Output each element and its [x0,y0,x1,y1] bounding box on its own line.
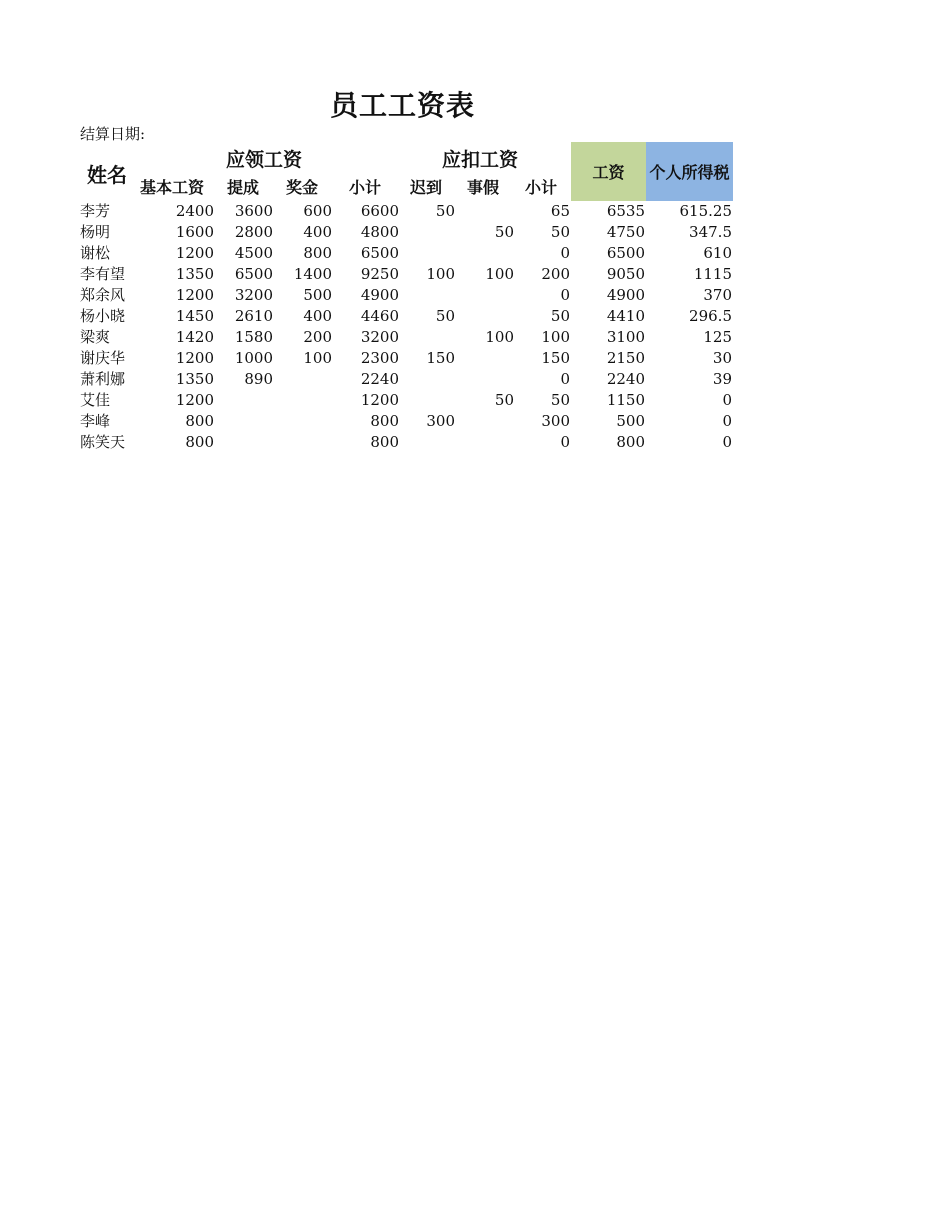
deduct-subtotal-cell: 100 [541,328,570,346]
payable-subtotal-cell: 3200 [360,328,399,346]
wage-cell: 6500 [606,244,645,262]
wage-cell: 800 [616,433,645,451]
income-tax-cell: 1115 [693,265,732,283]
wage-cell: 2240 [606,370,645,388]
wage-cell: 500 [616,412,645,430]
payable-subtotal-cell: 800 [370,433,399,451]
wage-cell: 2150 [606,349,645,367]
income-tax-cell: 347.5 [689,223,732,241]
deduct-subtotal-cell: 50 [550,307,570,325]
wage-cell: 3100 [606,328,645,346]
leave-deduction-cell: 50 [494,391,514,409]
base-salary-cell: 1200 [175,244,214,262]
leave-deduction-cell: 100 [485,328,514,346]
table-row [0,285,950,306]
payable-subtotal-cell: 4800 [360,223,399,241]
wage-cell: 4900 [606,286,645,304]
bonus-cell: 1400 [293,265,332,283]
sheet-title: 员工工资表 [330,89,476,122]
table-row [0,432,950,453]
base-salary-cell: 1200 [175,391,214,409]
deduct-subtotal-cell: 50 [550,223,570,241]
income-tax-cell: 610 [703,244,732,262]
deduct-subtotal-cell: 0 [560,286,570,304]
payable-subtotal-cell: 6500 [360,244,399,262]
table-row [0,201,950,222]
wage-header: 工资 [571,142,646,201]
name-header: 姓名 [87,163,127,187]
income-tax-cell: 125 [703,328,732,346]
income-tax-cell: 0 [722,433,732,451]
late-deduction-cell: 50 [435,307,455,325]
commission-header: 提成 [227,178,260,197]
table-row [0,327,950,348]
commission-cell: 3600 [234,202,273,220]
salary-table-body [0,201,950,453]
payable-subtotal-header: 小计 [349,178,382,197]
deduct-subtotal-cell: 50 [550,391,570,409]
base-salary-cell: 2400 [175,202,214,220]
payable-subtotal-cell: 4460 [360,307,399,325]
leave-deduction-cell: 100 [485,265,514,283]
late-header: 迟到 [410,178,443,197]
late-deduction-cell: 100 [426,265,455,283]
late-deduction-cell: 150 [426,349,455,367]
base-salary-cell: 800 [185,412,214,430]
commission-cell: 1580 [234,328,273,346]
late-deduction-cell: 300 [426,412,455,430]
table-row [0,369,950,390]
employee-name-cell: 杨明 [80,223,111,241]
payable-subtotal-cell: 9250 [360,265,399,283]
employee-name-cell: 杨小晓 [80,307,126,325]
income-tax-cell: 296.5 [689,307,732,325]
bonus-cell: 200 [303,328,332,346]
payable-subtotal-cell: 6600 [360,202,399,220]
deduct-subtotal-cell: 65 [550,202,570,220]
commission-cell: 1000 [234,349,273,367]
commission-cell: 6500 [234,265,273,283]
bonus-cell: 400 [303,223,332,241]
bonus-cell: 100 [303,349,332,367]
bonus-header: 奖金 [286,178,319,197]
employee-name-cell: 艾佳 [80,391,111,409]
employee-name-cell: 谢松 [80,244,111,262]
income-tax-cell: 0 [722,391,732,409]
commission-cell: 2800 [234,223,273,241]
deduct-subtotal-cell: 300 [541,412,570,430]
table-row [0,264,950,285]
commission-cell: 890 [244,370,273,388]
payable-subtotal-cell: 4900 [360,286,399,304]
payable-subtotal-cell: 2300 [360,349,399,367]
employee-name-cell: 李峰 [80,412,111,430]
commission-cell: 4500 [234,244,273,262]
commission-cell: 2610 [234,307,273,325]
table-row [0,222,950,243]
late-deduction-cell: 50 [435,202,455,220]
wage-cell: 9050 [606,265,645,283]
wage-cell: 4750 [606,223,645,241]
employee-name-cell: 谢庆华 [80,349,126,367]
settlement-date-label: 结算日期: [80,125,146,143]
payable-subtotal-cell: 800 [370,412,399,430]
payable-group-header: 应领工资 [226,149,303,171]
base-salary-cell: 800 [185,433,214,451]
deduct-group-header: 应扣工资 [442,149,519,171]
income-tax-cell: 615.25 [679,202,732,220]
deduct-subtotal-cell: 150 [541,349,570,367]
leave-header: 事假 [467,178,500,197]
payable-subtotal-cell: 1200 [360,391,399,409]
base-salary-cell: 1200 [175,349,214,367]
income-tax-header: 个人所得税 [646,142,733,201]
base-salary-header: 基本工资 [140,178,205,197]
table-row [0,390,950,411]
bonus-cell: 400 [303,307,332,325]
base-salary-cell: 1600 [175,223,214,241]
wage-cell: 4410 [606,307,645,325]
table-row [0,243,950,264]
employee-name-cell: 李芳 [80,202,111,220]
income-tax-cell: 370 [703,286,732,304]
income-tax-cell: 0 [722,412,732,430]
base-salary-cell: 1200 [175,286,214,304]
bonus-cell: 800 [303,244,332,262]
table-row [0,348,950,369]
deduct-subtotal-cell: 0 [560,244,570,262]
income-tax-cell: 30 [712,349,732,367]
commission-cell: 3200 [234,286,273,304]
wage-cell: 1150 [606,391,645,409]
employee-name-cell: 李有望 [80,265,126,283]
base-salary-cell: 1350 [175,265,214,283]
bonus-cell: 500 [303,286,332,304]
employee-name-cell: 陈笑天 [80,433,126,451]
base-salary-cell: 1450 [175,307,214,325]
table-row [0,306,950,327]
wage-cell: 6535 [606,202,645,220]
bonus-cell: 600 [303,202,332,220]
deduct-subtotal-cell: 0 [560,370,570,388]
employee-name-cell: 梁爽 [80,328,111,346]
employee-name-cell: 郑余风 [80,286,126,304]
table-row [0,411,950,432]
deduct-subtotal-header: 小计 [525,178,558,197]
base-salary-cell: 1350 [175,370,214,388]
deduct-subtotal-cell: 0 [560,433,570,451]
base-salary-cell: 1420 [175,328,214,346]
income-tax-cell: 39 [712,370,732,388]
leave-deduction-cell: 50 [494,223,514,241]
payable-subtotal-cell: 2240 [360,370,399,388]
deduct-subtotal-cell: 200 [541,265,570,283]
employee-name-cell: 萧利娜 [80,370,126,388]
